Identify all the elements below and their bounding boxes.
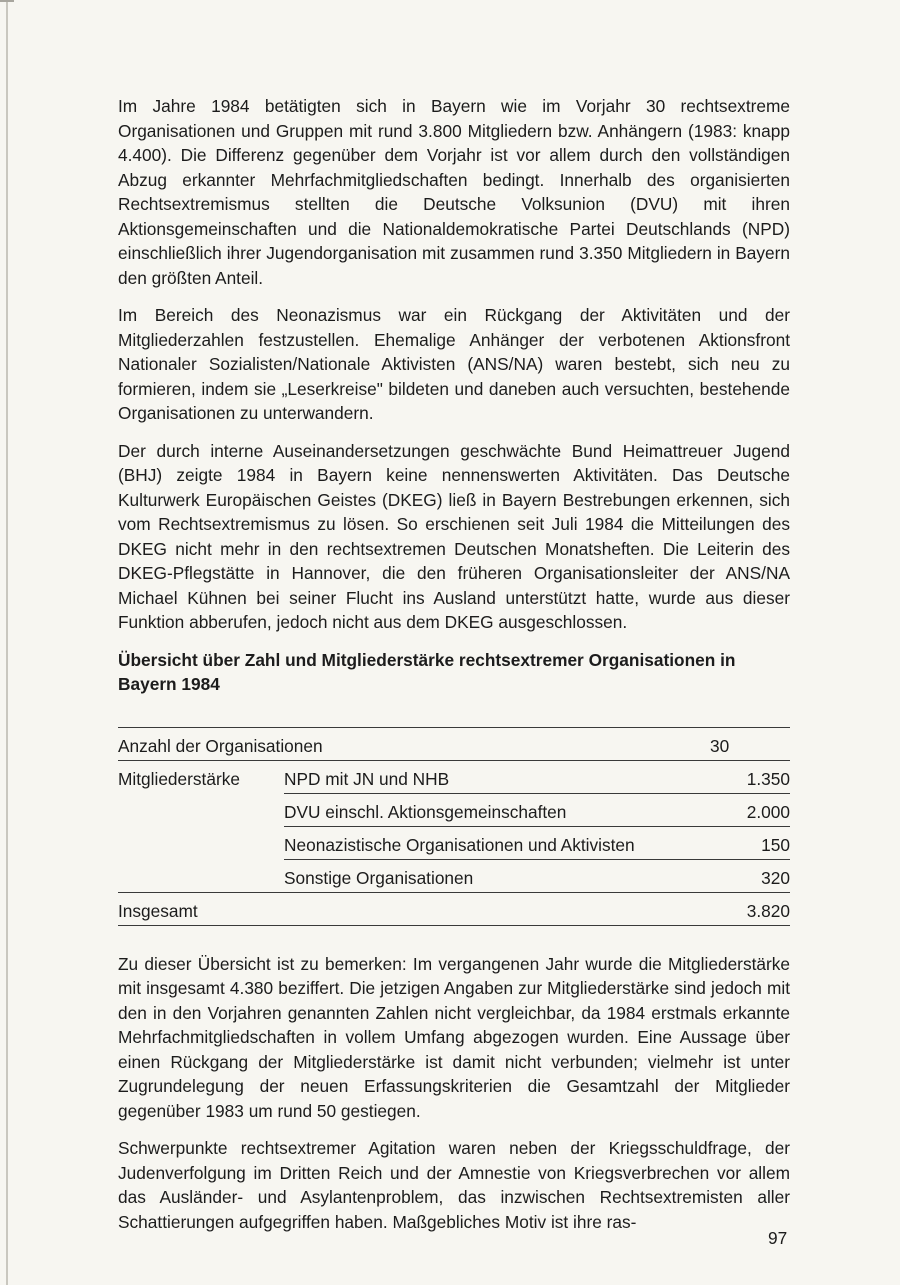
document-body <box>118 94 790 1247</box>
table-heading: Übersicht über Zahl und Mitgliederstärke rechtsextremer Organisationen in Bayern 1984 <box>118 649 736 694</box>
table-row-count <box>118 727 790 760</box>
table-row <box>118 826 790 859</box>
total-value: 3.820 <box>710 892 790 925</box>
page-binding-edge <box>6 0 8 1285</box>
org-value: 2.000 <box>710 793 790 826</box>
table-row <box>118 760 790 793</box>
paragraph-table-note: Zu dieser Übersicht ist zu bemerken: Im vergangenen Jahr wurde die Mitgliederstärke mit insgesamt 4.380 beziffert. Die jetzigen Angaben zur Mitgliederstärke sind jedoch mit den in den Vorjahren genannten Zahlen nicht vergleichbar, da 1984 erstmals erkannte Mehrfachmitgliedschaften in vollem Umfang abgezogen wurden. Eine Aussage über einen Rückgang der Mitgliederstärke ist damit nicht verbunden; vielmehr ist unter Zugrundelegung der neuen Erfassungskriterien die Gesamtzahl der Mitglieder gegenüber 1983 um rund 50 gestiegen. <box>118 953 790 1121</box>
members-label: Mitgliederstärke <box>118 760 284 793</box>
org-name: DVU einschl. Aktionsgemeinschaften <box>284 793 710 826</box>
table-row <box>118 859 790 892</box>
table-row-total <box>118 892 790 925</box>
total-label: Insgesamt <box>118 892 284 925</box>
org-name: Neonazistische Organisationen und Aktivisten <box>284 826 710 859</box>
table-row <box>118 793 790 826</box>
membership-table <box>118 727 790 926</box>
org-value: 150 <box>710 826 790 859</box>
org-value: 320 <box>710 859 790 892</box>
paragraph-agitation: Schwerpunkte rechtsextremer Agitation waren neben der Kriegsschuldfrage, der Judenverfolgung im Dritten Reich und der Amnestie von Kriegsverbrechen vor allem das Ausländer- und Asylantenproblem, das inzwischen Rechtsextremisten aller Schattierungen aufgegriffen haben. Maßgebliches Motiv ist ihre ras- <box>118 1138 790 1232</box>
org-name: Sonstige Organisationen <box>284 859 710 892</box>
org-name: NPD mit JN und NHB <box>284 760 710 793</box>
page-corner-mark <box>0 0 14 22</box>
paragraph-bhj-dkeg: Der durch interne Auseinandersetzungen geschwächte Bund Heimattreuer Jugend (BHJ) zeigte 1984 in Bayern keine nennenswerten Aktivitäten. Das Deutsche Kulturwerk Europäischen Geistes (DKEG) ließ in Bayern Bestrebungen erkennen, sich vom Rechtsextremismus zu lösen. So erschienen seit Juli 1984 die Mitteilungen des DKEG nicht mehr in den rechtsextremen Deutschen Monatsheften. Die Leiterin des DKEG-Pflegstätte in Hannover, die den früheren Organisationsleiter der ANS/NA Michael Kühnen bei seiner Flucht ins Ausland unterstützt hatte, wurde aus dieser Funktion abberufen, jedoch nicht aus dem DKEG ausgeschlossen. <box>118 440 790 632</box>
count-label: Anzahl der Organisationen <box>118 727 710 760</box>
paragraph-organisations-overview: Im Jahre 1984 betätigten sich in Bayern wie im Vorjahr 30 rechtsextreme Organisationen und Gruppen mit rund 3.800 Mitgliedern bzw. Anhängern (1983: knapp 4.400). Die Differenz gegenüber dem Vorjahr ist vor allem durch den vollständigen Abzug erkannter Mehrfachmitgliedschaften bedingt. Innerhalb des organisierten Rechtsextremismus stellten die Deutsche Volksunion (DVU) mit ihren Aktionsgemeinschaften und die Nationaldemokratische Partei Deutschlands (NPD) einschließlich ihrer Jugendorganisation mit zusammen rund 3.350 Mitgliedern in Bayern den größten Anteil. <box>118 96 790 288</box>
page-number: 97 <box>768 1228 788 1248</box>
paragraph-neonazism: Im Bereich des Neonazismus war ein Rückgang der Aktivitäten und der Mitgliederzahlen festzustellen. Ehemalige Anhänger der verbotenen Aktionsfront Nationaler Sozialisten/Nationale Aktivisten (ANS/NA) waren bestebt, sich neu zu formieren, indem sie „Leserkreise" bildeten und daneben auch versuchten, bestehende Organisationen zu unterwandern. <box>118 305 790 423</box>
count-value: 30 <box>710 727 790 760</box>
org-value: 1.350 <box>710 760 790 793</box>
